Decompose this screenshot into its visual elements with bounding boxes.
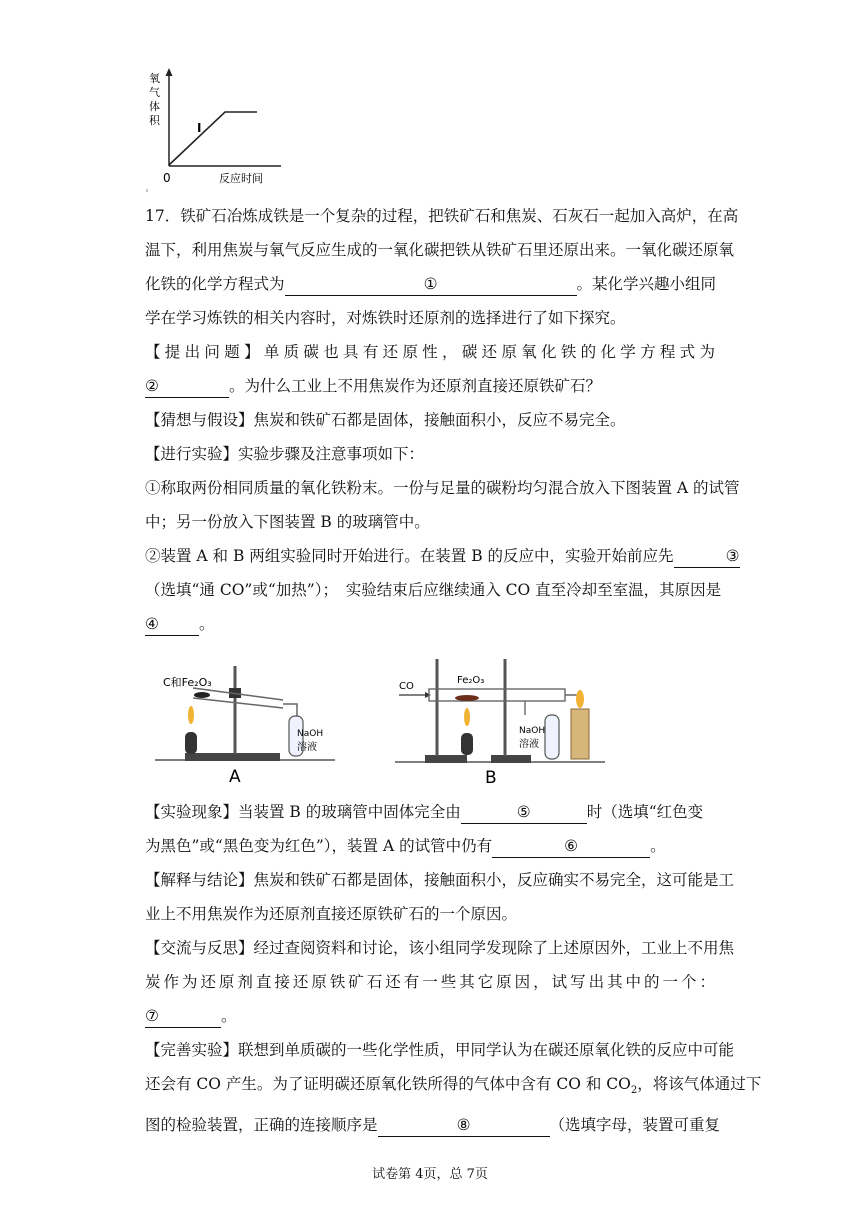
improve-line-1: 【完善实验】联想到单质碳的一些化学性质，甲同学认为在碳还原氧化铁的反应中可能 [145, 1041, 735, 1059]
label-solution-b: 溶液 [519, 739, 539, 750]
y-axis-arrow [166, 68, 173, 76]
phenomenon-c: 为黑色”或“黑色变为红色”），装置 A 的试管中仍有 [145, 837, 493, 855]
q17-intro-3a: 化铁的化学方程式为 [145, 275, 285, 293]
answer-blank-1[interactable]: ① [285, 273, 577, 296]
apparatus-b [395, 655, 605, 790]
reflection-3: 。 [221, 1007, 237, 1025]
powder-a [194, 692, 210, 698]
q17-intro-3b: 。某化学兴趣小组同 [576, 275, 717, 293]
alcohol-lamp-a [185, 732, 197, 754]
answer-blank-2[interactable]: ② [145, 375, 229, 398]
improve-line-2 [145, 1067, 762, 1108]
y-axis-label-4: 积 [149, 114, 160, 127]
question-17-lower [145, 795, 762, 1142]
answer-blank-4[interactable]: ④ [145, 613, 199, 636]
label-naoh-a: NaOH [297, 729, 324, 739]
curve-segment-label: I [197, 121, 202, 135]
burning-flame-icon [576, 690, 584, 708]
oxygen-volume-graph [145, 64, 290, 192]
flame-icon-b [464, 708, 470, 726]
glass-tube-b [429, 689, 565, 701]
answer-blank-8[interactable]: ⑧ [378, 1114, 550, 1137]
y-axis-label-1: 氧 [149, 72, 160, 85]
experiment-title: 【进行实验】实验步骤及注意事项如下： [145, 445, 425, 463]
y-axis-label-3: 体 [149, 100, 160, 113]
iron-oxide-powder [455, 695, 479, 701]
label-c-fe2o3: C和Fe₂O₃ [163, 676, 212, 689]
conclusion-line-2: 业上不用焦炭作为还原剂直接还原铁矿石的一个原因。 [145, 905, 518, 923]
apparatus-b-label: B [485, 768, 497, 788]
alcohol-lamp-stand [571, 709, 589, 759]
reflection-line-2: 炭作为还原剂直接还原铁矿石还有一些其它原因，试写出其中的一个： [145, 973, 715, 991]
naoh-tube-b [545, 715, 559, 759]
phenomenon-a: 【实验现象】当装置 B 的玻璃管中固体完全由 [145, 803, 461, 821]
ask-question-2b: 。为什么工业上不用焦炭作为还原剂直接还原铁矿石？ [229, 377, 602, 395]
step-1-line-1: ①称取两份相同质量的氧化铁粉末。一份与足量的碳粉均匀混合放入下图装置 A 的试管 [145, 479, 740, 497]
ask-question-line-2 [145, 369, 715, 403]
answer-blank-6[interactable]: ⑥ [492, 835, 650, 858]
apparatus-a-label: A [229, 767, 241, 787]
q17-intro-line-3 [145, 267, 715, 301]
page-footer: 试卷第 4页，总 7页 [372, 1167, 488, 1182]
conclusion-line-1: 【解释与结论】焦炭和铁矿石都是固体，接触面积小，反应确实不易完全，这可能是工 [145, 871, 735, 889]
phenomenon-b: 时（选填“红色变 [586, 803, 704, 821]
reflection-line-3 [145, 999, 715, 1033]
step-2-line-1 [145, 539, 740, 573]
step-2c: 。 [199, 615, 215, 633]
answer-blank-3[interactable]: ③ [674, 545, 740, 568]
label-fe2o3-b: Fe₂O₃ [457, 675, 485, 686]
flame-icon-a [188, 706, 194, 724]
improve-2b: ，将该气体通过下 [637, 1075, 762, 1093]
step-2a: ②装置 A 和 B 两组实验同时开始进行。在装置 B 的反应中，实验开始前应先 [145, 547, 674, 565]
label-solution-a: 溶液 [297, 742, 317, 753]
ask-question-line-1: 【提出问题】单质碳也具有还原性，碳还原氧化铁的化学方程式为 [145, 343, 715, 361]
oxygen-curve [169, 112, 257, 165]
answer-blank-7[interactable]: ⑦ [145, 1005, 221, 1028]
improve-line-3 [145, 1108, 721, 1142]
apparatus-a [155, 660, 335, 790]
label-co: CO [399, 681, 414, 692]
step-2-line-3 [145, 607, 715, 641]
phenomenon-d: 。 [650, 837, 666, 855]
question-17-upper [145, 199, 740, 641]
improve-2a: 还会有 CO 产生。为了证明碳还原氧化铁所得的气体中含有 CO 和 CO [145, 1075, 631, 1093]
q17-intro-line-1: 17．铁矿石冶炼成铁是一个复杂的过程，把铁矿石和焦炭、石灰石一起加入高炉，在高 [145, 207, 739, 225]
x-axis-label: 反应时间 [219, 172, 263, 185]
y-axis-label-2: 气 [149, 86, 160, 99]
stand-base-a [185, 753, 280, 761]
co2-subscript: 2 [630, 1085, 638, 1097]
q17-intro-line-2: 温下，利用焦炭与氧气反应生成的一氧化碳把铁从铁矿石里还原出来。一氧化碳还原氧 [145, 241, 735, 259]
test-tube-bottom-a [193, 698, 283, 708]
stand-base-b-right [491, 755, 531, 763]
burner-b [461, 733, 473, 755]
stand-base-b-left [425, 755, 467, 763]
improve-3b: （选填字母，装置可重复 [549, 1116, 721, 1135]
co-arrow-head [425, 692, 431, 698]
reflection-line-1: 【交流与反思】经过查阅资料和讨论，该小组同学发现除了上述原因外，工业上不用焦 [145, 939, 735, 957]
step-2-line-2: （选填“通 CO”或“加热”）； 实验结束后应继续通入 CO 直至冷却至室温，其原因是 [145, 581, 722, 599]
label-naoh-b: NaOH [519, 726, 546, 736]
improve-3a: 图的检验装置，正确的连接顺序是 [145, 1116, 378, 1135]
origin-label: 0 [163, 171, 171, 185]
answer-blank-5[interactable]: ⑤ [461, 801, 587, 824]
hypothesis-line: 【猜想与假设】焦炭和铁矿石都是固体，接触面积小，反应不易完全。 [145, 411, 626, 429]
step-1-line-2: 中；另一份放入下图装置 B 的玻璃管中。 [145, 513, 430, 531]
phenomenon-line-2 [145, 829, 715, 863]
phenomenon-line-1 [145, 795, 715, 829]
q17-intro-line-4: 学在学习炼铁的相关内容时，对炼铁时还原剂的选择进行了如下探究。 [145, 309, 626, 327]
